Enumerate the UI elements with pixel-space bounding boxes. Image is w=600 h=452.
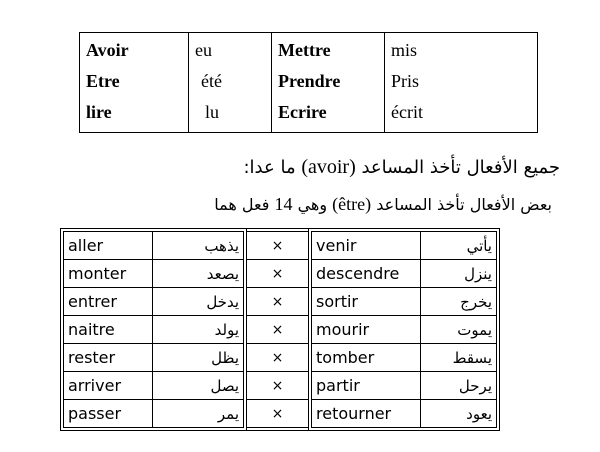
arabic-verb: يسقط (421, 344, 497, 372)
french-verb: retourner (312, 400, 421, 428)
verb-count: 14 (274, 194, 293, 214)
verb-row (312, 316, 496, 344)
verbs-right-panel (308, 228, 500, 431)
auxiliary-avoir: (avoir) (301, 156, 356, 178)
verb-cell: Mettre (278, 40, 331, 60)
verb-cell: Ecrire (278, 102, 327, 122)
opposite-symbol: × (247, 232, 308, 260)
arabic-verb: يرحل (421, 372, 497, 400)
french-verb: sortir (312, 288, 421, 316)
verb-row (312, 372, 496, 400)
arabic-verb: يدخل (153, 288, 244, 316)
verb-row (64, 232, 243, 260)
french-verb: monter (64, 260, 153, 288)
rule-text-middle: وهي (292, 195, 333, 214)
auxiliary-etre: (être) (332, 194, 372, 214)
arabic-verb: يأتي (421, 232, 497, 260)
opposite-column (247, 228, 308, 431)
verb-row (64, 344, 243, 372)
verb-row (312, 232, 496, 260)
verb-row (64, 316, 243, 344)
infinitive-column-1 (80, 33, 189, 133)
french-verb: venir (312, 232, 421, 260)
participle-column-1 (189, 33, 272, 133)
arabic-verb: يصعد (153, 260, 244, 288)
arabic-verb: يخرج (421, 288, 497, 316)
verb-row (312, 344, 496, 372)
verb-row (312, 288, 496, 316)
participle-cell: été (201, 71, 222, 91)
verb-cell: Etre (86, 71, 120, 91)
verb-row (64, 372, 243, 400)
verb-row (312, 260, 496, 288)
french-verb: rester (64, 344, 153, 372)
participle-cell: lu (205, 102, 220, 122)
rule-text-end: فعل هما (214, 195, 275, 214)
opposite-symbol: × (247, 344, 308, 372)
rule-text-end: ما عدا: (243, 157, 302, 178)
arabic-verb: ينزل (421, 260, 497, 288)
arabic-verb: يصل (153, 372, 244, 400)
verb-row (312, 400, 496, 428)
verb-cell: lire (86, 102, 112, 122)
french-verb: entrer (64, 288, 153, 316)
arabic-verb: يولد (153, 316, 244, 344)
opposite-symbol: × (247, 400, 308, 428)
opposite-symbol: × (247, 316, 308, 344)
opposite-symbol: × (247, 260, 308, 288)
verb-row (64, 400, 243, 428)
participle-cell: écrit (391, 102, 423, 122)
french-verb: partir (312, 372, 421, 400)
etre-rule-line (214, 194, 552, 215)
participle-cell: eu (195, 40, 212, 60)
opposite-symbol: × (247, 288, 308, 316)
french-verb: passer (64, 400, 153, 428)
french-verb: aller (64, 232, 153, 260)
french-verb: descendre (312, 260, 421, 288)
participle-column-2 (385, 33, 538, 133)
verb-cell: Avoir (86, 40, 129, 60)
arabic-verb: يعود (421, 400, 497, 428)
verb-row (64, 260, 243, 288)
rule-text: جميع الأفعال تأخذ المساعد (355, 157, 560, 178)
opposite-symbol: × (247, 372, 308, 400)
french-verb: tomber (312, 344, 421, 372)
participle-cell: Pris (391, 71, 420, 91)
french-verb: naitre (64, 316, 153, 344)
verb-row (64, 288, 243, 316)
arabic-verb: يمر (153, 400, 244, 428)
french-verb: mourir (312, 316, 421, 344)
arabic-verb: يذهب (153, 232, 244, 260)
avoir-rule-line (243, 156, 560, 179)
participle-table (79, 32, 538, 133)
french-verb: arriver (64, 372, 153, 400)
infinitive-column-2 (272, 33, 385, 133)
arabic-verb: يظل (153, 344, 244, 372)
verb-cell: Prendre (278, 71, 341, 91)
rule-text: بعض الأفعال تأخذ المساعد (371, 195, 552, 214)
participle-cell: mis (391, 40, 418, 60)
verbs-left-panel (60, 228, 247, 431)
arabic-verb: يموت (421, 316, 497, 344)
etre-verbs-table (60, 228, 500, 431)
